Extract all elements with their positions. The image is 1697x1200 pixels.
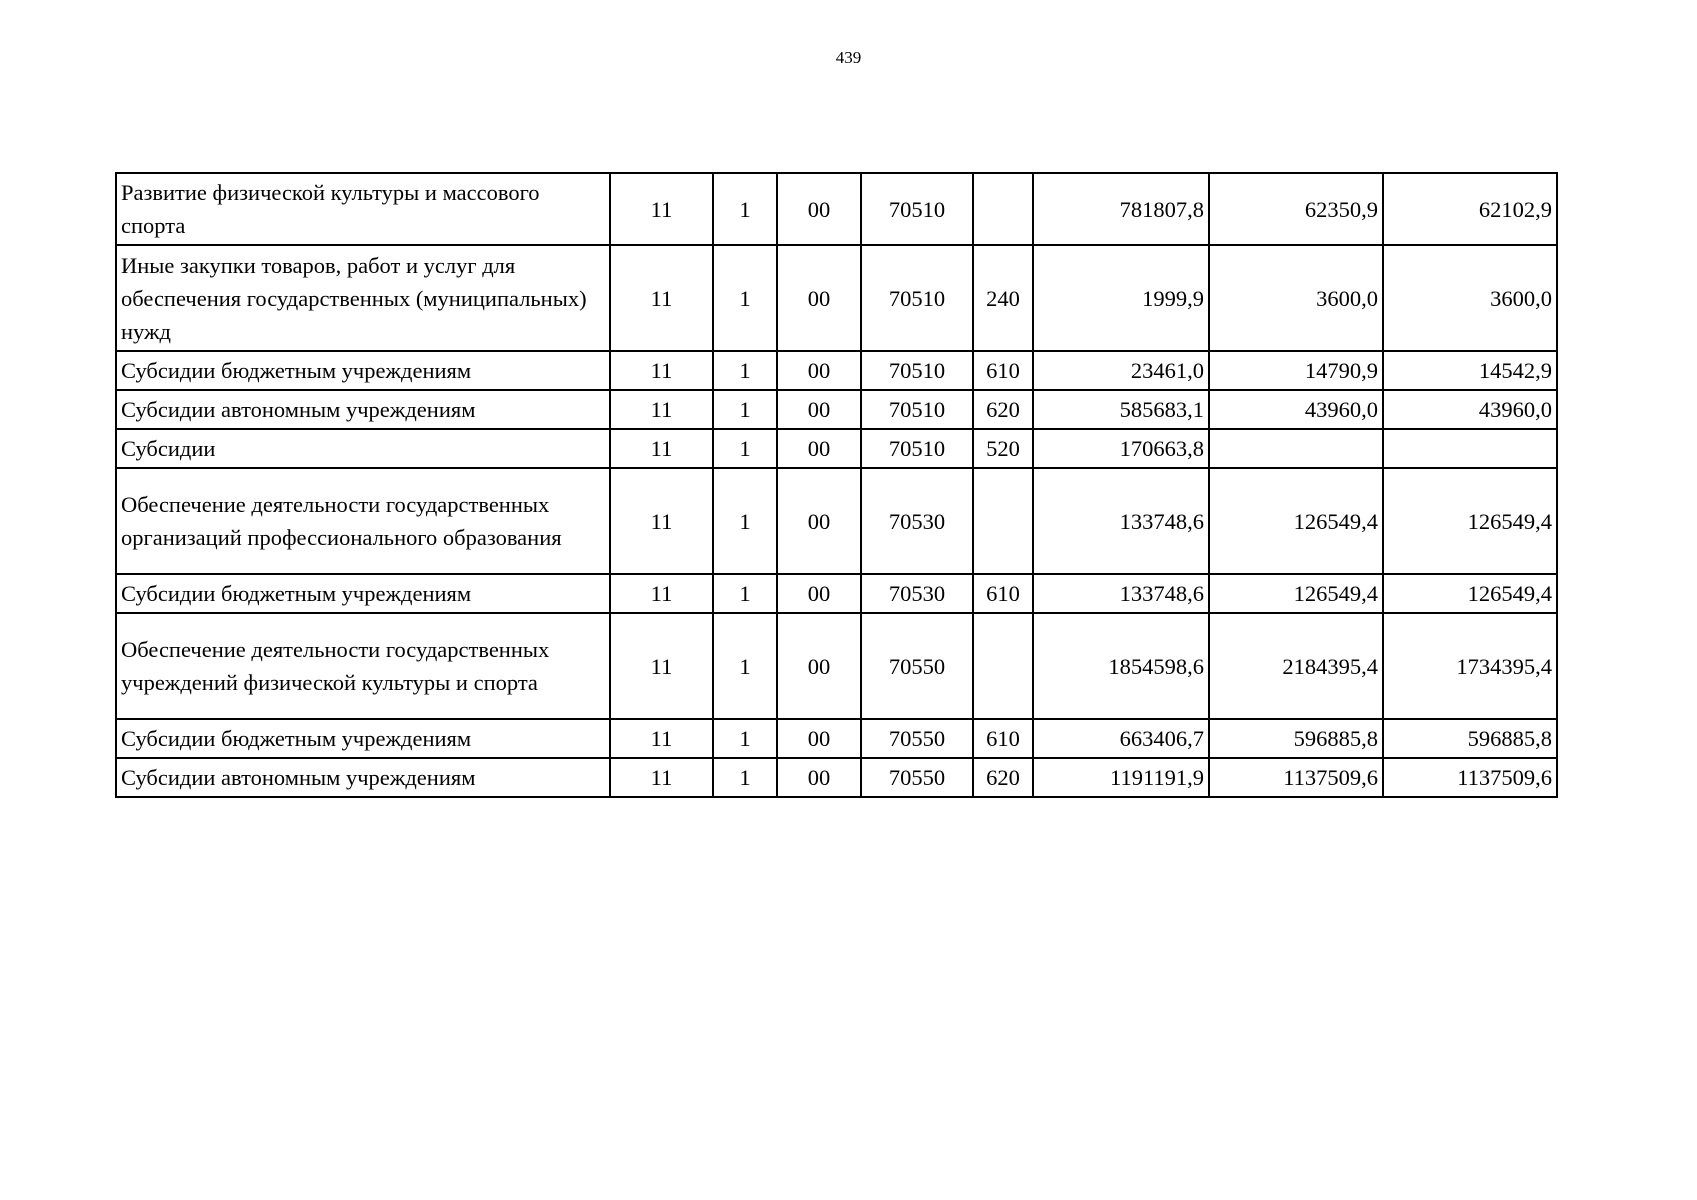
program-code: 1 [713, 758, 777, 797]
amount-1: 133748,6 [1033, 468, 1209, 574]
expense-type-code: 610 [973, 574, 1033, 613]
expense-type-code: 610 [973, 719, 1033, 758]
amount-3: 3600,0 [1383, 245, 1557, 351]
amount-2: 43960,0 [1209, 390, 1383, 429]
target-code: 70510 [861, 390, 973, 429]
amount-1: 781807,8 [1033, 173, 1209, 245]
expense-type-code [973, 468, 1033, 574]
expense-type-code: 240 [973, 245, 1033, 351]
row-name: Обеспечение деятельности государственных организаций профессионального образования [116, 468, 610, 574]
program-code: 1 [713, 429, 777, 468]
row-name: Иные закупки товаров, работ и услуг для обеспечения государственных (муниципальных) нужд [116, 245, 610, 351]
section-code: 11 [610, 245, 713, 351]
amount-2: 14790,9 [1209, 351, 1383, 390]
target-code: 70550 [861, 719, 973, 758]
row-name: Обеспечение деятельности государственных учреждений физической культуры и спорта [116, 613, 610, 719]
amount-3: 14542,9 [1383, 351, 1557, 390]
row-name: Субсидии бюджетным учреждениям [116, 719, 610, 758]
amount-2: 3600,0 [1209, 245, 1383, 351]
amount-2: 1137509,6 [1209, 758, 1383, 797]
target-code: 70550 [861, 613, 973, 719]
amount-3: 1734395,4 [1383, 613, 1557, 719]
table-row [116, 574, 1557, 613]
target-code: 70510 [861, 173, 973, 245]
subprogram-code: 00 [777, 468, 861, 574]
expense-type-code [973, 613, 1033, 719]
section-code: 11 [610, 719, 713, 758]
table-row [116, 758, 1557, 797]
table-row [116, 173, 1557, 245]
subprogram-code: 00 [777, 245, 861, 351]
program-code: 1 [713, 173, 777, 245]
subprogram-code: 00 [777, 574, 861, 613]
program-code: 1 [713, 574, 777, 613]
target-code: 70510 [861, 351, 973, 390]
amount-1: 1999,9 [1033, 245, 1209, 351]
amount-1: 170663,8 [1033, 429, 1209, 468]
amount-3: 62102,9 [1383, 173, 1557, 245]
expense-type-code: 620 [973, 390, 1033, 429]
amount-2: 2184395,4 [1209, 613, 1383, 719]
expense-type-code: 620 [973, 758, 1033, 797]
table-row [116, 390, 1557, 429]
section-code: 11 [610, 468, 713, 574]
row-name: Субсидии бюджетным учреждениям [116, 351, 610, 390]
target-code: 70550 [861, 758, 973, 797]
amount-3: 1137509,6 [1383, 758, 1557, 797]
expense-type-code [973, 173, 1033, 245]
subprogram-code: 00 [777, 173, 861, 245]
amount-2 [1209, 429, 1383, 468]
subprogram-code: 00 [777, 613, 861, 719]
row-name: Субсидии автономным учреждениям [116, 390, 610, 429]
row-name: Развитие физической культуры и массового спорта [116, 173, 610, 245]
amount-3: 43960,0 [1383, 390, 1557, 429]
amount-2: 62350,9 [1209, 173, 1383, 245]
program-code: 1 [713, 245, 777, 351]
amount-1: 1854598,6 [1033, 613, 1209, 719]
expense-type-code: 520 [973, 429, 1033, 468]
table-row [116, 613, 1557, 719]
target-code: 70510 [861, 245, 973, 351]
program-code: 1 [713, 390, 777, 429]
section-code: 11 [610, 758, 713, 797]
table-row [116, 351, 1557, 390]
program-code: 1 [713, 613, 777, 719]
amount-3: 596885,8 [1383, 719, 1557, 758]
amount-2: 126549,4 [1209, 468, 1383, 574]
subprogram-code: 00 [777, 390, 861, 429]
amount-2: 126549,4 [1209, 574, 1383, 613]
section-code: 11 [610, 173, 713, 245]
section-code: 11 [610, 613, 713, 719]
program-code: 1 [713, 351, 777, 390]
row-name: Субсидии автономным учреждениям [116, 758, 610, 797]
page-number: 439 [835, 48, 862, 67]
target-code: 70510 [861, 429, 973, 468]
table-row [116, 719, 1557, 758]
expense-type-code: 610 [973, 351, 1033, 390]
amount-1: 663406,7 [1033, 719, 1209, 758]
target-code: 70530 [861, 574, 973, 613]
section-code: 11 [610, 351, 713, 390]
table-row [116, 468, 1557, 574]
subprogram-code: 00 [777, 429, 861, 468]
table-row [116, 245, 1557, 351]
amount-1: 1191191,9 [1033, 758, 1209, 797]
amount-1: 23461,0 [1033, 351, 1209, 390]
section-code: 11 [610, 390, 713, 429]
amount-1: 585683,1 [1033, 390, 1209, 429]
subprogram-code: 00 [777, 351, 861, 390]
table-row [116, 429, 1557, 468]
subprogram-code: 00 [777, 719, 861, 758]
subprogram-code: 00 [777, 758, 861, 797]
section-code: 11 [610, 574, 713, 613]
amount-2: 596885,8 [1209, 719, 1383, 758]
row-name: Субсидии [116, 429, 610, 468]
amount-3: 126549,4 [1383, 574, 1557, 613]
amount-1: 133748,6 [1033, 574, 1209, 613]
amount-3 [1383, 429, 1557, 468]
section-code: 11 [610, 429, 713, 468]
amount-3: 126549,4 [1383, 468, 1557, 574]
program-code: 1 [713, 719, 777, 758]
program-code: 1 [713, 468, 777, 574]
budget-table [115, 172, 1558, 798]
target-code: 70530 [861, 468, 973, 574]
row-name: Субсидии бюджетным учреждениям [116, 574, 610, 613]
